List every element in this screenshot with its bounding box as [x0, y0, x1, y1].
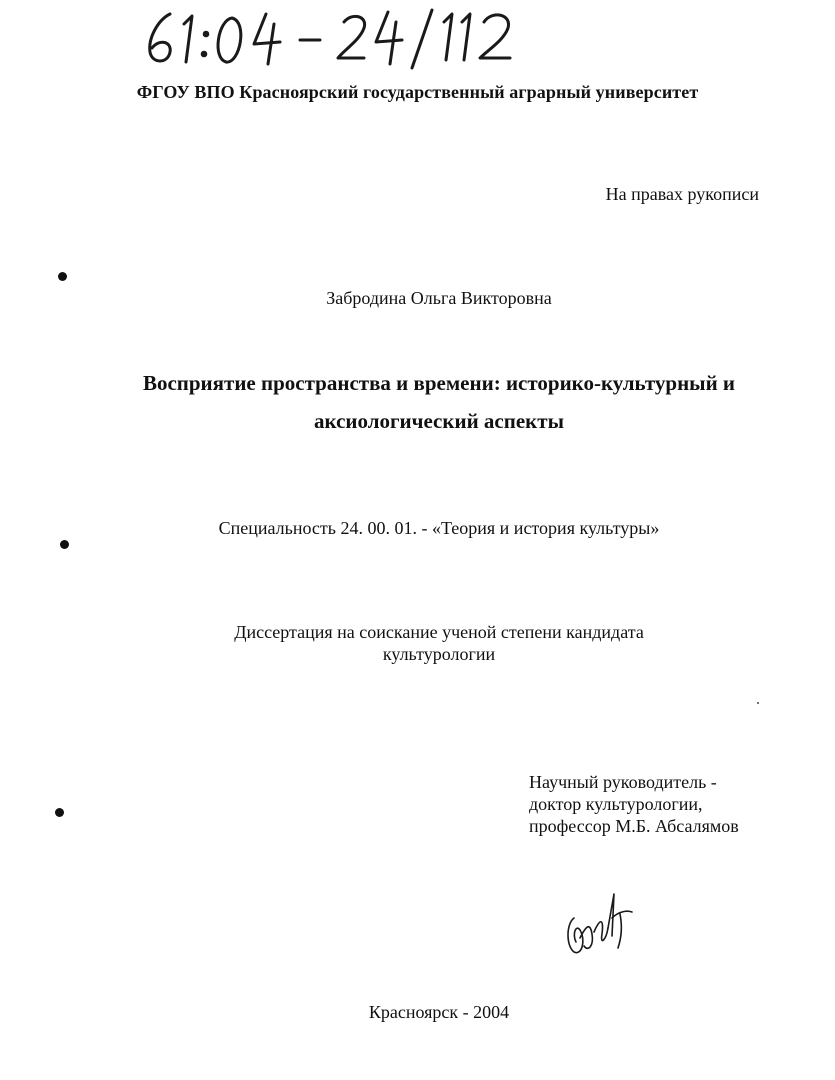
- title-line-2: аксиологический аспекты: [314, 409, 564, 433]
- author-name: Забродина Ольга Викторовна: [326, 288, 552, 308]
- degree-line-1: Диссертация на соискание ученой степени кандидата: [234, 622, 644, 642]
- degree-line-2: культурологии: [382, 644, 496, 664]
- supervisor-line-2: доктор культурологии,: [529, 794, 703, 814]
- punch-hole-mark: [60, 540, 69, 549]
- punch-hole-mark: [58, 272, 67, 281]
- specialty-line: Специальность 24. 00. 01. - «Теория и история культуры»: [218, 518, 660, 538]
- scientific-supervisor: [529, 771, 739, 837]
- punch-hole-mark: [55, 808, 64, 817]
- handwritten-signature: [560, 888, 640, 968]
- dissertation-title: [0, 364, 835, 440]
- institution-name: ФГОУ ВПО Красноярский государственный аграрный университет: [136, 82, 699, 102]
- city-and-year: Красноярск - 2004: [368, 1002, 510, 1022]
- degree-statement: [0, 621, 835, 665]
- supervisor-line-3: профессор М.Б. Абсалямов: [529, 816, 739, 836]
- scan-speck: [757, 702, 759, 704]
- supervisor-line-1: Научный руководитель -: [529, 772, 717, 792]
- handwritten-archive-code: [140, 8, 570, 70]
- manuscript-rights-note: На правах рукописи: [605, 184, 759, 204]
- title-line-1: Восприятие пространства и времени: историко-культурный и: [142, 371, 736, 395]
